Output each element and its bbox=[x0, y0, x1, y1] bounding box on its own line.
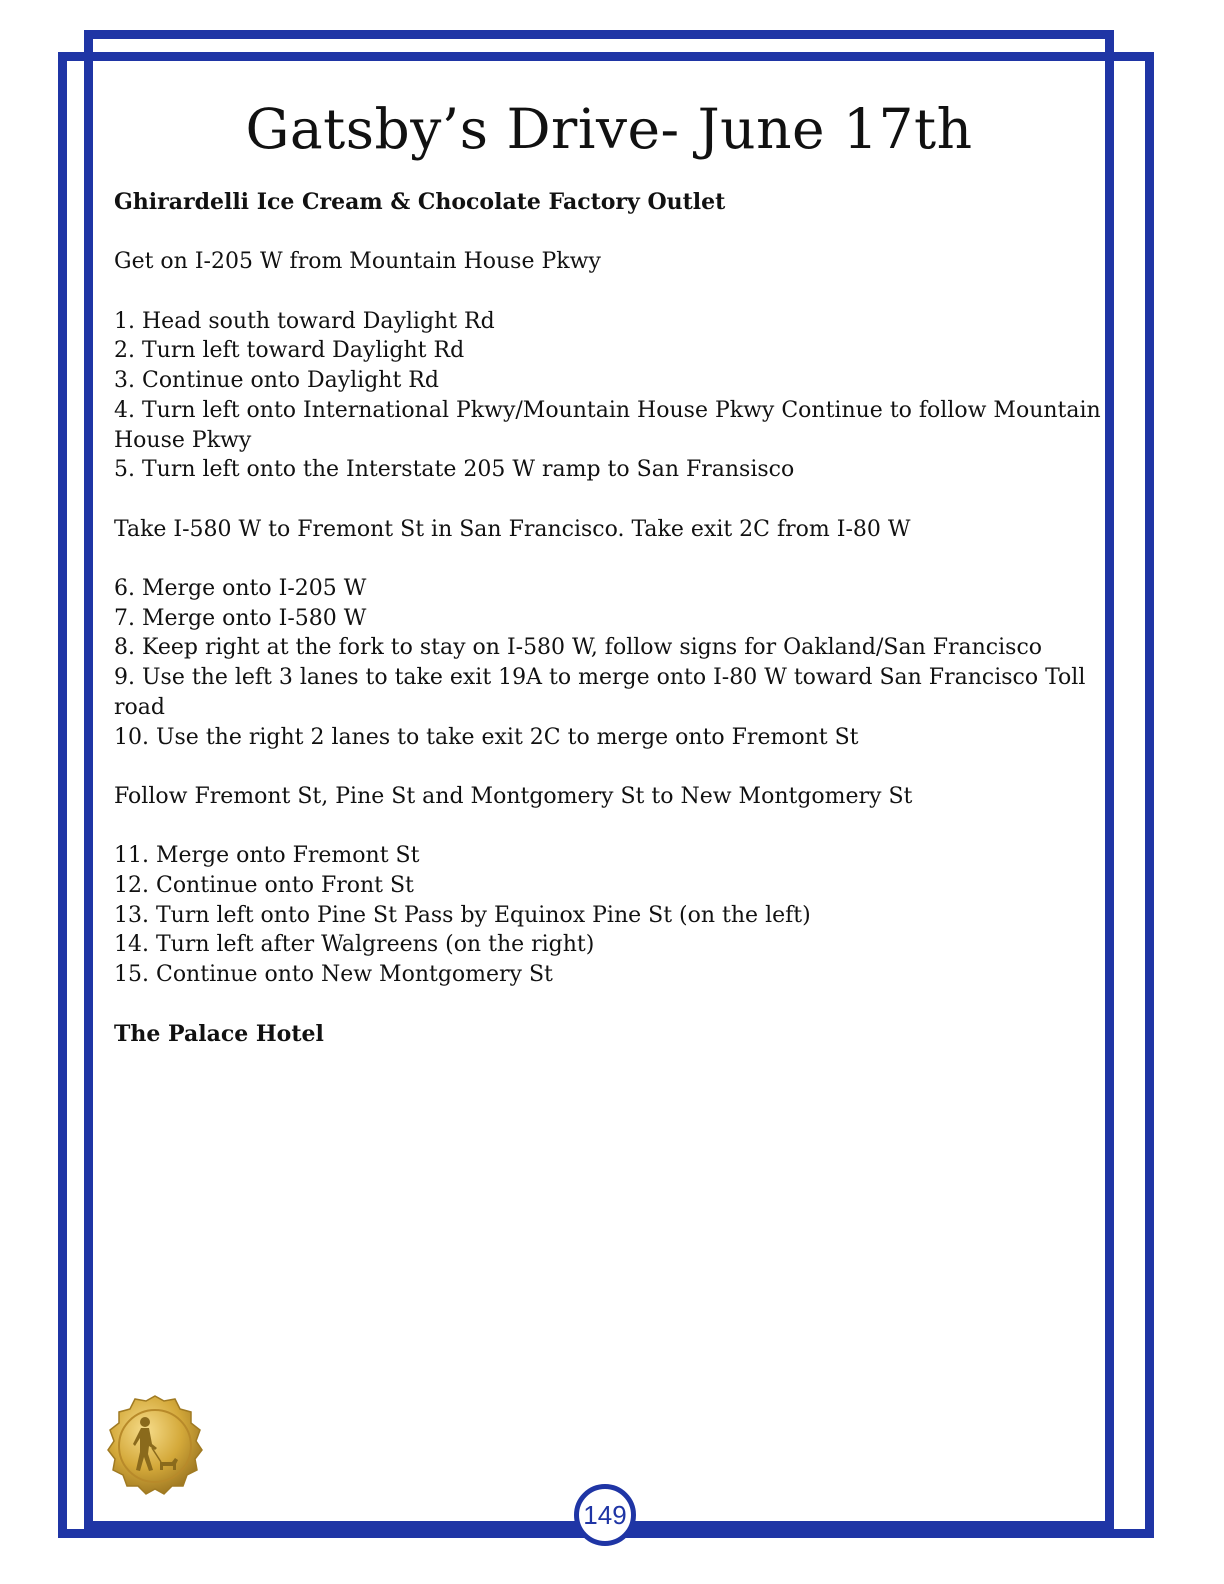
direction-step: 10. Use the right 2 lanes to take exit 2C to merge onto Fremont St bbox=[114, 724, 859, 750]
direction-step: 14. Turn left after Walgreens (on the right) bbox=[114, 932, 595, 958]
section-heading: Get on I-205 W from Mountain House Pkwy bbox=[114, 249, 601, 275]
section-heading: Follow Fremont St, Pine St and Montgomery St to New Montgomery St bbox=[114, 783, 913, 809]
direction-step: 6. Merge onto I-205 W bbox=[114, 576, 367, 602]
destination: The Palace Hotel bbox=[114, 1020, 324, 1047]
direction-step: 8. Keep right at the fork to stay on I-580 W, follow signs for Oakland/San Francisco bbox=[114, 635, 1043, 661]
direction-step: 9. Use the left 3 lanes to take exit 19A to merge onto I-80 W toward San Francisco Toll road bbox=[114, 665, 1086, 720]
direction-step: 15. Continue onto New Montgomery St bbox=[114, 962, 553, 988]
direction-step: 2. Turn left toward Daylight Rd bbox=[114, 338, 465, 364]
document-body bbox=[114, 92, 1104, 1049]
direction-step: 12. Continue onto Front St bbox=[114, 873, 414, 899]
start-location: Ghirardelli Ice Cream & Chocolate Factory Outlet bbox=[114, 189, 726, 215]
page-number: 149 bbox=[574, 1484, 636, 1546]
direction-step: 7. Merge onto I-580 W bbox=[114, 605, 367, 631]
direction-step: 1. Head south toward Daylight Rd bbox=[114, 308, 495, 334]
direction-step: 4. Turn left onto International Pkwy/Mountain House Pkwy Continue to follow Mountain House Pkwy bbox=[114, 397, 1101, 453]
page-title: Gatsby’s Drive- June 17th bbox=[245, 97, 973, 161]
wax-seal-walker-dog-icon bbox=[100, 1392, 210, 1502]
section-heading: Take I-580 W to Fremont St in San Francisco. Take exit 2C from I-80 W bbox=[114, 516, 911, 542]
direction-step: 11. Merge onto Fremont St bbox=[114, 843, 420, 869]
direction-step: 5. Turn left onto the Interstate 205 W ramp to San Fransisco bbox=[114, 457, 795, 483]
direction-step: 13. Turn left onto Pine St Pass by Equinox Pine St (on the left) bbox=[114, 902, 811, 928]
direction-step: 3. Continue onto Daylight Rd bbox=[114, 368, 439, 394]
